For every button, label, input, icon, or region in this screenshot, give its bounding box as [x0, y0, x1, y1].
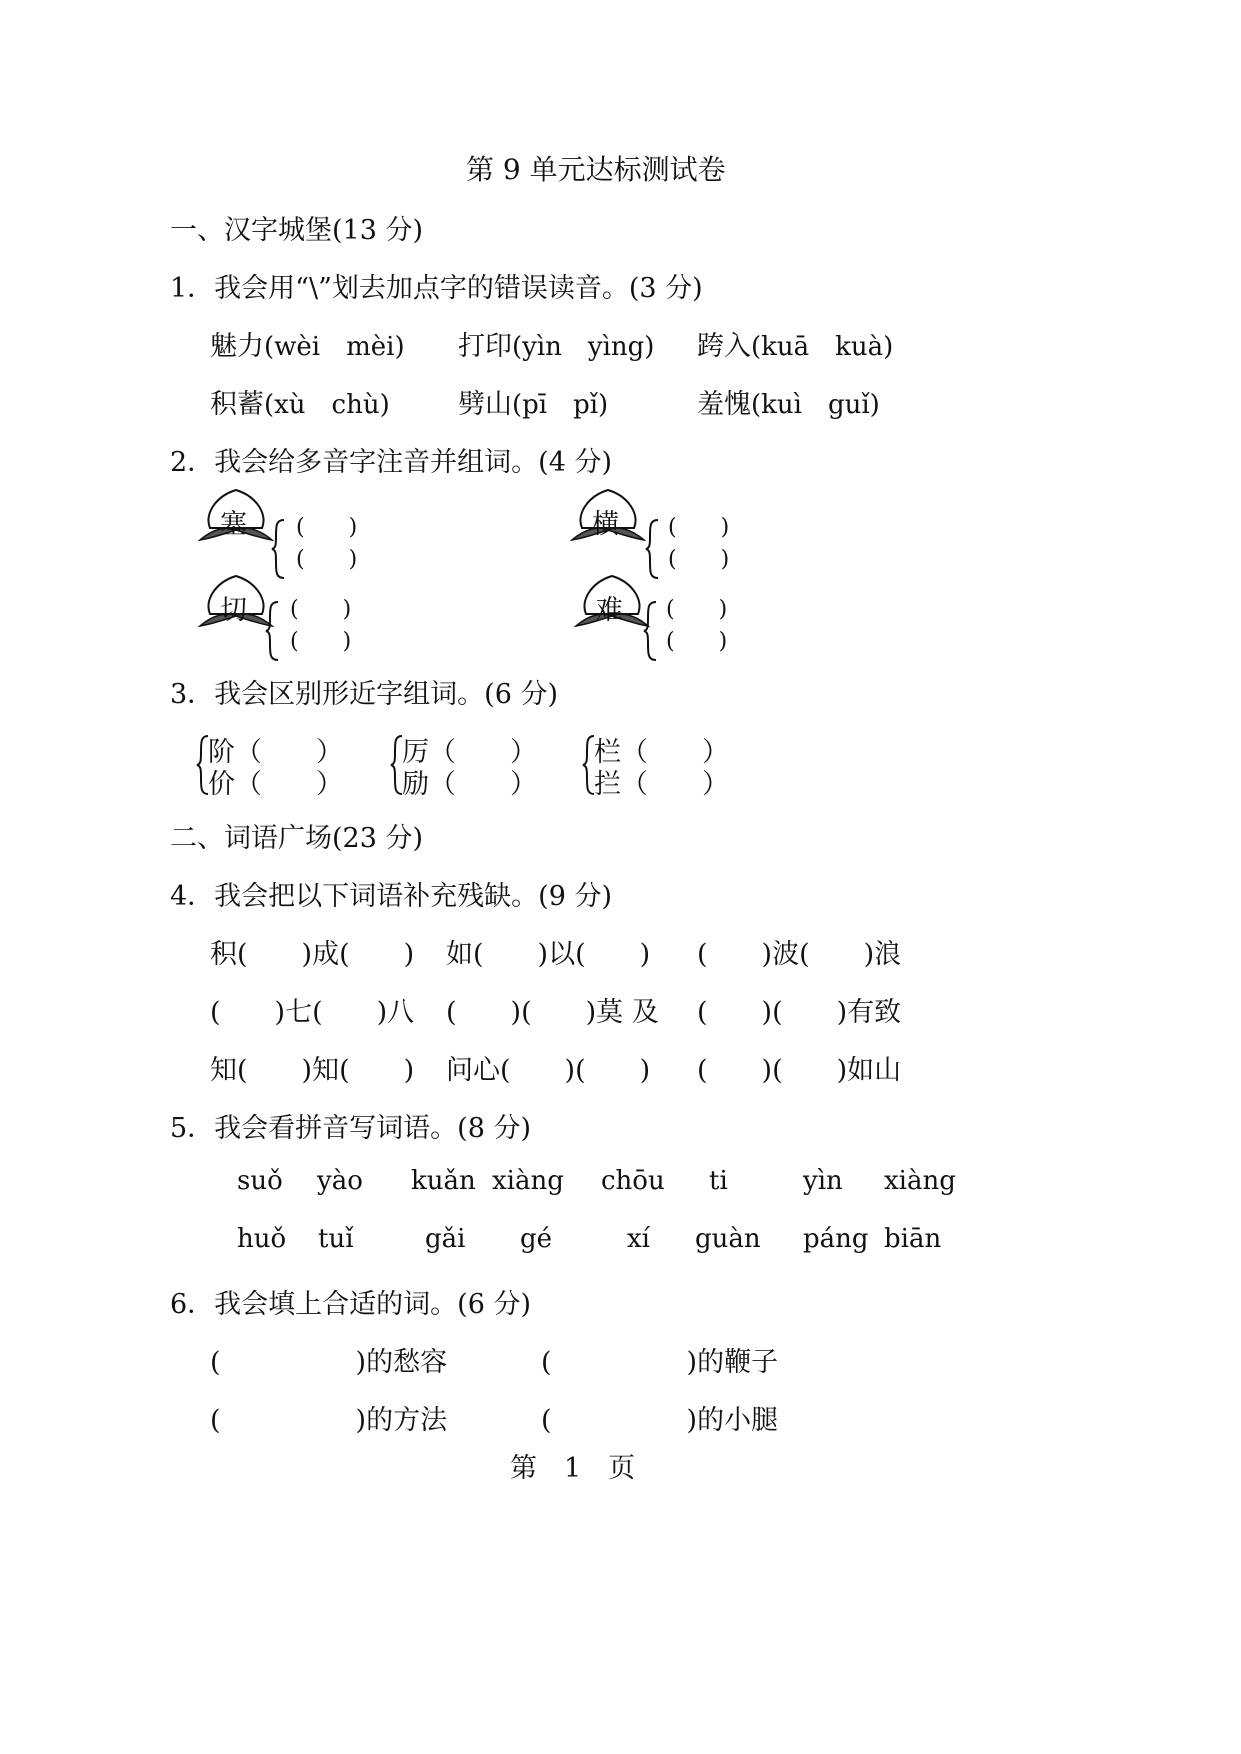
- idiom-item: ( )( )如山: [697, 1055, 902, 1086]
- pinyin-syllable: huǒ: [237, 1224, 287, 1254]
- answer-blank[interactable]: ( ): [296, 515, 358, 540]
- question-2-label: 2．我会给多音字注音并组词。(4 分): [170, 447, 613, 478]
- pinyin-syllable: gé: [520, 1224, 553, 1254]
- answer-blank[interactable]: ( ): [668, 547, 730, 572]
- question-6-label: 6．我会填上合适的词。(6 分): [170, 1289, 532, 1320]
- q1-item: 积蓄(xù chù): [210, 389, 390, 420]
- similar-char-item: 价（ ）: [208, 769, 343, 800]
- pinyin-syllable: xí: [627, 1224, 650, 1254]
- brace-icon: [642, 600, 658, 662]
- idiom-item: 问心( )( ): [446, 1055, 651, 1086]
- pinyin-syllable: páng: [803, 1224, 869, 1254]
- polyphonic-char: 横: [592, 509, 619, 540]
- answer-blank[interactable]: ( ): [666, 629, 728, 654]
- similar-char-item: 阶（ ）: [208, 737, 343, 768]
- polyphonic-char: 难: [596, 595, 623, 626]
- question-1-label: 1．我会用“\”划去加点字的错误读音。(3 分): [170, 273, 703, 304]
- q1-item: 劈山(pī pǐ): [458, 389, 609, 420]
- similar-char-item: 栏（ ）: [594, 737, 729, 768]
- question-3-label: 3．我会区别形近字组词。(6 分): [170, 679, 559, 710]
- idiom-item: ( )( )莫 及: [446, 997, 659, 1028]
- question-5-label: 5．我会看拼音写词语。(8 分): [170, 1113, 532, 1144]
- similar-char-item: 励（ ）: [402, 769, 537, 800]
- brace-icon: [270, 518, 286, 580]
- q1-item: 打印(yìn yìng): [458, 331, 655, 362]
- pinyin-syllable: gǎi: [425, 1224, 466, 1254]
- pinyin-syllable: yìn: [803, 1166, 843, 1196]
- pinyin-syllable: biān: [884, 1224, 942, 1254]
- polyphonic-char: 切: [220, 595, 247, 626]
- pinyin-syllable: ti: [709, 1166, 728, 1196]
- pinyin-syllable: xiàng: [492, 1166, 564, 1196]
- polyphonic-char: 塞: [220, 509, 247, 540]
- page-title: 第 9 单元达标测试卷: [466, 153, 726, 186]
- page-number: 第 1 页: [510, 1453, 636, 1484]
- answer-blank[interactable]: ( ): [290, 597, 352, 622]
- brace-icon: [264, 600, 280, 662]
- q1-item: 跨入(kuā kuà): [697, 331, 894, 362]
- idiom-item: ( )( )有致: [697, 997, 902, 1028]
- fill-phrase: ( )的鞭子: [541, 1347, 779, 1378]
- q1-item: 魅力(wèi mèi): [210, 331, 405, 362]
- answer-blank[interactable]: ( ): [668, 515, 730, 540]
- idiom-item: 知( )知( ): [210, 1055, 415, 1086]
- section-heading-1: 一、汉字城堡(13 分): [170, 215, 424, 246]
- idiom-item: 如( )以( ): [446, 939, 651, 970]
- fill-phrase: ( )的方法: [210, 1405, 448, 1436]
- pinyin-syllable: kuǎn: [411, 1166, 476, 1196]
- pinyin-syllable: guàn: [695, 1224, 761, 1254]
- pinyin-syllable: xiàng: [884, 1166, 956, 1196]
- idiom-item: 积( )成( ): [210, 939, 415, 970]
- fill-phrase: ( )的小腿: [541, 1405, 779, 1436]
- similar-char-item: 厉（ ）: [402, 737, 537, 768]
- pinyin-syllable: yào: [317, 1166, 363, 1196]
- answer-blank[interactable]: ( ): [290, 629, 352, 654]
- pinyin-syllable: tuǐ: [318, 1224, 354, 1254]
- q1-item: 羞愧(kuì guǐ): [697, 389, 880, 420]
- answer-blank[interactable]: ( ): [296, 547, 358, 572]
- question-4-label: 4．我会把以下词语补充残缺。(9 分): [170, 881, 613, 912]
- pinyin-syllable: suǒ: [237, 1166, 283, 1196]
- answer-blank[interactable]: ( ): [666, 597, 728, 622]
- pinyin-syllable: chōu: [601, 1166, 665, 1196]
- similar-char-item: 拦（ ）: [594, 769, 729, 800]
- fill-phrase: ( )的愁容: [210, 1347, 448, 1378]
- section-heading-2: 二、词语广场(23 分): [170, 823, 424, 854]
- brace-icon: [644, 518, 660, 580]
- idiom-item: ( )波( )浪: [697, 939, 902, 970]
- idiom-item: ( )七( )八: [210, 997, 415, 1028]
